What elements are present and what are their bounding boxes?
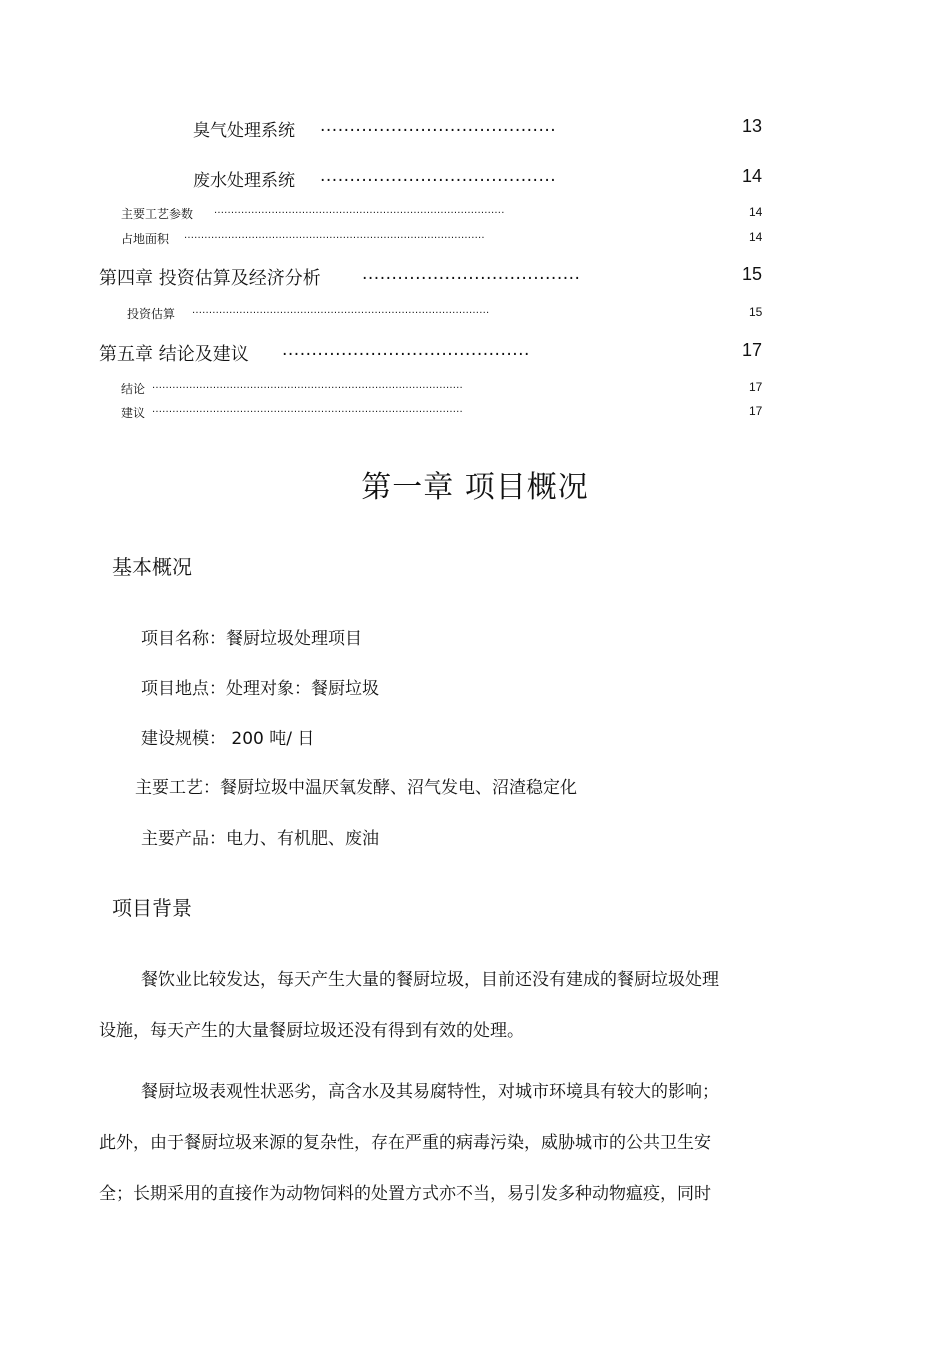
toc-entry[interactable] [0,116,950,140]
toc-page-number: 17 [749,404,763,418]
toc-entry[interactable] [0,305,950,321]
field-main-products: 主要产品：电力、有机肥、废油 [141,829,379,849]
toc-leader-dots: ..................................... [362,264,581,284]
field-main-process: 主要工艺：餐厨垃圾中温厌氧发酵、沼气发电、沼渣稳定化 [135,778,577,798]
paragraph-line: 全；长期采用的直接作为动物饲料的处置方式亦不当，易引发多种动物瘟疫，同时 [99,1184,711,1204]
field-project-location: 项目地点：处理对象：餐厨垃圾 [141,679,379,699]
toc-leader-dots: ...................................................................................... [214,205,505,216]
toc-page-number: 17 [742,340,763,360]
toc-entry-title: 废水处理系统 [193,171,295,191]
paragraph-line: 餐厨垃圾表观性状恶劣，高含水及其易腐特性，对城市环境具有较大的影响； [141,1082,719,1102]
toc-entry[interactable] [0,380,950,396]
section-heading-background: 项目背景 [112,896,192,920]
field-project-name: 项目名称：餐厨垃圾处理项目 [141,629,362,649]
toc-leader-dots: ........................................................................................ [192,305,490,316]
toc-page-number: 13 [742,116,763,136]
toc-entry-title: 建议 [121,406,146,420]
toc-entry[interactable] [0,340,950,366]
paragraph-line: 设施，每天产生的大量餐厨垃圾还没有得到有效的处理。 [99,1021,524,1041]
toc-entry-title: 主要工艺参数 [121,207,194,221]
toc-entry[interactable] [0,205,950,221]
paragraph-line: 餐饮业比较发达，每天产生大量的餐厨垃圾，目前还没有建成的餐厨垃圾处理 [141,970,719,990]
toc-entry[interactable] [0,404,950,420]
toc-leader-dots: ............................................................................................ [152,404,463,415]
toc-entry[interactable] [0,166,950,190]
toc-entry[interactable] [0,264,950,290]
toc-page-number: 14 [742,166,763,186]
toc-entry-title: 结论 [121,382,146,396]
paragraph-line: 此外，由于餐厨垃圾来源的复杂性，存在严重的病毒污染，威胁城市的公共卫生安 [99,1133,711,1153]
chapter-title: 第一章 项目概况 [361,470,589,505]
toc-page-number: 14 [749,230,763,244]
section-heading-basic: 基本概况 [112,555,192,579]
toc-leader-dots: ........................................ [320,166,557,186]
toc-entry-title: 第五章 结论及建议 [99,344,249,365]
toc-page-number: 15 [742,264,763,284]
toc-page-number: 14 [749,205,763,219]
toc-leader-dots: ............................................................................................ [152,380,463,391]
toc-entry-title: 占地面积 [121,232,170,246]
toc-entry-title: 臭气处理系统 [193,121,295,141]
toc-entry[interactable] [0,230,950,246]
toc-page-number: 15 [749,305,763,319]
toc-leader-dots: ........................................ [320,116,557,136]
field-construction-scale: 建设规模： 200 吨/ 日 [141,729,315,749]
toc-page-number: 17 [749,380,763,394]
toc-entry-title: 第四章 投资估算及经济分析 [99,268,321,289]
toc-leader-dots: ......................................................................................... [184,230,485,241]
toc-leader-dots: .......................................... [282,340,530,360]
toc-entry-title: 投资估算 [127,307,176,321]
